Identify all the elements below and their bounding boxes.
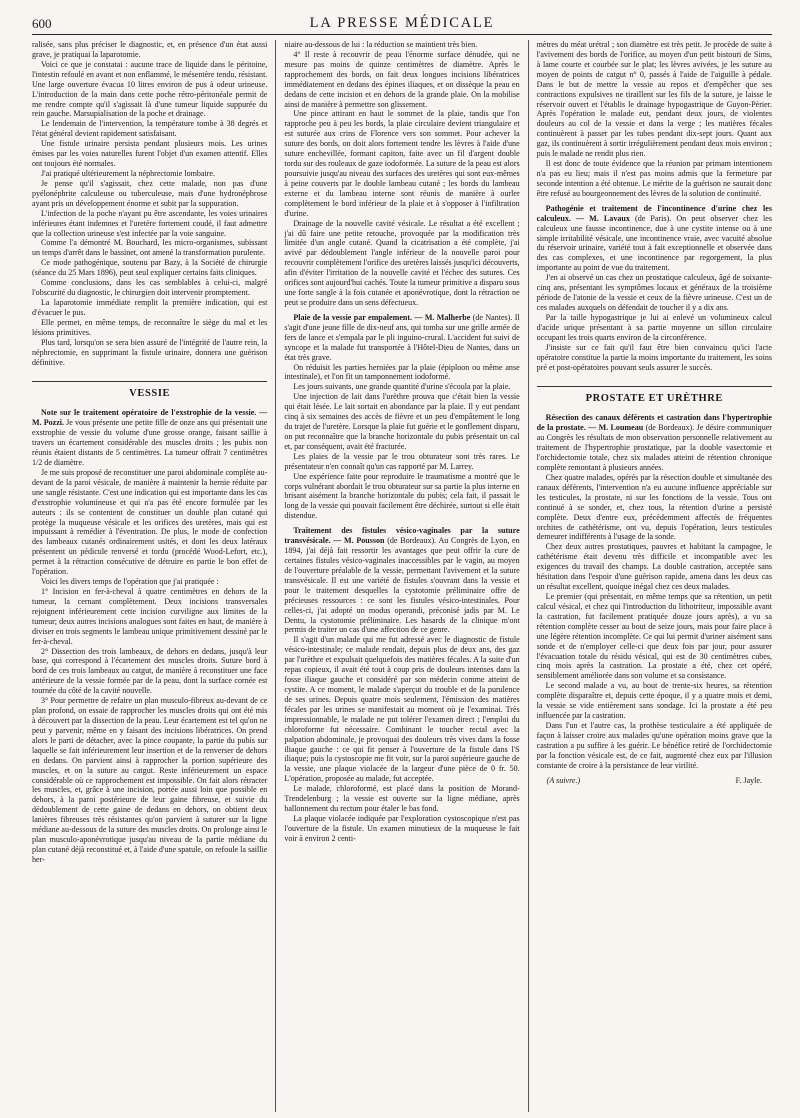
paragraph <box>284 526 519 635</box>
paragraph: J'ai pratiqué ultérieurement la néphrectomie lombaire. <box>41 168 215 178</box>
paragraph: J'en ai observé un cas chez un prostatique calculeux, âgé de soixante-cinq ans, présentant les symptômes locaux et généraux de la troisième période de l'atonie de la vessie et ceux de la fièvre urineuse. C'est un de ces malades auxquels on défendait de toucher il y a dix ans. <box>536 273 772 312</box>
to-be-continued: (A suivre.) <box>546 775 581 785</box>
article-title: Traitement des fistules vésico-vaginales par la suture transvésicale. — M. Pousson <box>284 526 520 546</box>
paragraph: 4° Il reste à recouvrir de peau l'énorme surface dénudée, qui ne mesure pas moins de quinze centimètres de diamètre. Après le rapprochement des bords, on fait deux longues incisions libératrices immédiatement en dedans des épines iliaques, et on dissèque la peau en dedans de cette incision et en dehors de la grande plaie. On la mobilise ainsi de manière à permettre son glissement. <box>284 49 520 109</box>
paragraph: Chez deux autres prostatiques, pauvres et habitant la campagne, le cathétérisme était devenu très difficile et incompatible avec les exigences du travail des champs. La double castration, acceptée sans hésitation dans l'espoir d'une guérison rapide, amena dans les deux cas un résultat excellent, quoique inégal chez ces deux malades. <box>536 542 772 592</box>
paragraph: Comme l'a démontré M. Bouchard, les micro-organismes, subissant un temps d'arrêt dans le bassinet, ont amené la transformation purulente. <box>32 238 268 258</box>
paragraph: La laparotomie immédiate remplit la première indication, qui est d'évacuer le pus. <box>32 297 268 317</box>
article-footer <box>537 775 772 786</box>
paragraph <box>284 313 519 363</box>
paragraph <box>537 413 772 473</box>
paragraph-text: (de Bordeaux). Au Congrès de Lyon, en 1894, j'ai déjà fait ressortir les avantages que peut offrir la cure de certaines fistules vésico-vaginales inaccessibles par le vagin, au moyen de l'ouverture préalable de la vessie, permettant l'avivement et la suture transvésicale. Il est une variété de fistules s'ouvrant dans la vessie et pour le traitement desquelles la cystotomie préliminaire offre de précieuses ressources : ce sont les fistules vésico-intestinales. Pour celles-ci, j'ai adopté un modus operandi, préconisé jadis par M. Le Dentu, la cystotomie préliminaire. Les hasards de la clinique m'ont permis de traiter un cas d'une affection de ce genre. <box>284 536 520 635</box>
paragraph: Drainage de la nouvelle cavité vésicale. Le résultat a été excellent ; j'ai dû faire une petite retouche, provoquée par la modification très limitée d'un angle cutané. Quand la cicatrisation a été complète, j'ai avivé par dédoublement l'angle inférieur de la nouvelle paroi pour recouvrir complètement l'orifice des uretères laissés jusqu'ici découverts, afin d'éviter l'irritation de la nouvelle cavité et l'échec des sutures. Ces orifices sont aujourd'hui cachés. Toute la tumeur primitive a disparu sous une forte sangle à la fois cutanée et aponévrotique, dont la rétraction ne peut se produire dans un sens défectueux. <box>284 218 520 307</box>
paragraph: Les jours suivants, une grande quantité d'urine s'écoula par la plaie. <box>293 382 511 392</box>
section-heading-prostate: PROSTATE ET URÈTHRE <box>537 386 772 405</box>
column-2 <box>275 40 527 1112</box>
paragraph: 1° Incision en fer-à-cheval à quatre centimètres en dehors de la tumeur, la cernant complètement. Deux incisions transversales rejoignent inférieurement cette incision curviligne aux limites de la tumeur; deux autres incisions analogues sont faites en haut, de manière à diviser en trois segments le lambeau unique primitivement dessiné par le fer-à-cheval. <box>32 587 268 646</box>
paragraph: Le lendemain de l'intervention, la température tombe à 38 degrés et l'état général devient rapidement satisfaisant. <box>32 119 268 139</box>
paragraph: ralisée, sans plus préciser le diagnostic, et, en présence d'un état aussi grave, je pratiquai la laparotomie. <box>32 40 268 59</box>
paragraph: Dans l'un et l'autre cas, la prothèse testiculaire a été appliquée de façon à laisser croire aux malades qu'une opération moins grave que la castration a pu suffire à les guérir. Le bénéfice retiré de l'orchidectomie par la fonction vésicale est, de ce fait, augmenté chez eux par l'illusion constante de croire à la persistance de leur virilité. <box>536 721 772 770</box>
paragraph: Plus tard, lorsqu'on se sera bien assuré de l'intégrité de l'autre rein, la néphrectomie, en supprimant la fistule urinaire, donnera une guérison définitive. <box>32 337 268 367</box>
paragraph-text: (de Paris). On peut observer chez les calculeux une fausse incontinence, due à une cystite intense ou à une simple irritabilité vésicale, une incontinence vraie, avec vacuité absolue du réservoir urinaire, variété tout à fait exceptionnelle et observée dans des cas complexes, et une incontinence par regorgement, la plus importante au point de vue du traitement. <box>536 213 772 273</box>
paragraph: La plaque violacée indiquée par l'exploration cystoscopique n'est pas l'ouverture de la fistule. Un examen minutieux de la muqueuse le fait voir à environ 2 centi- <box>284 813 520 843</box>
paragraph: On réduisit les parties herniées par la plaie (épiploon ou même anse intestinale), et l'on fit un tamponnement iodoformé. <box>284 362 520 382</box>
paragraph: Le second malade a vu, au bout de trente-six heures, sa rétention complète disparaître et, depuis cette époque, il y a quatre mois et demi, la vessie se vide entièrement sans sondage. Ici la prostate a été peu influencée par la castration. <box>536 681 772 721</box>
journal-title: LA PRESSE MÉDICALE <box>309 15 495 31</box>
paragraph: Elle permet, en même temps, de reconnaître le siège du mal et les lésions primitives. <box>32 317 268 337</box>
paragraph: niaire au-dessous de lui : la réduction se maintient très bien. <box>284 40 478 49</box>
paragraph: 2° Dissection des trois lambeaux, de dehors en dedans, jusqu'à leur base, qui correspond à l'écartement des muscles droits. Suture bord à bord de ces trois lambeaux au catgut, de manière à reconstituer une face antérieure de la vessie formée par de la peau, dont la surface cornée est tournée du côté de la cavité nouvelle. <box>32 646 268 696</box>
article-title: Plaie de la vessie par empalement. — M. Malherbe <box>293 312 471 322</box>
paragraph: Il est donc de toute évidence que la réunion par primam intentionem n'a pas eu lieu; mais il n'est pas moins admis que la fermeture par seconde intention a été obtenue. Le mérite de la guérison ne saurait donc être refusé au bourgeonnement des lèvres de la solution de continuité. <box>536 159 772 198</box>
paragraph: Chez quatre malades, opérés par la résection double et simultanée des canaux déférents, l'intervention n'a eu aucune influence appréciable sur les testicules, la prostate, ni sur les fonctions de la vessie. Tous ont continué à se sonder, et, chez tous, la rétention d'urine a persisté complète. Deux d'entre eux, précédemment affectés de fréquentes orchites de cathétérisme, ont vu, depuis l'opération, leurs testicules demeurer indifférents à l'usage de la sonde. <box>536 472 772 542</box>
paragraph: Ce mode pathogénique, soutenu par Bazy, à la Société de chirurgie (séance du 25 Mars 1896), peut seul expliquer certains faits cliniques. <box>32 258 268 278</box>
paragraph-text: (de Bordeaux). Je désire communiquer au Congrès les résultats de mon observation personnelle relativement au traitement de l'hypertrophie prostatique, par la double vasectomie et l'orchidectomie totale, chez six malades atteint de rétention chronique complète remontant à plusieurs années. <box>536 423 772 473</box>
paragraph: 3° Pour permettre de refaire un plan musculo-fibreux au-devant de ce plan profond, on essaie de rapprocher les muscles droits qui ont été mis à découvert par la dissection de la peau. Leur écartement est tel qu'on ne peut y parvenir, même en y faisant des incisions libératrices. On prend alors le parti de détacher, avec la pince coupante, la partie du pubis sur laquelle se fait inférieurement leur insertion et de la renverser de dehors en dedans. On parvient ainsi à rapprocher la portion supérieure des muscles, et on la suture au catgut. Reste inférieurement un espace considérable où ce rapprochement est impossible. On fait alors rétracter les muscles, et, grâce à une incision, portée aussi loin que possible en dehors, à la paroi postérieure de leur gaine fibreuse, et suivie du dédoublement de cette gaine de dedans en dehors, on obtient deux lanières fibreuses très résistantes qu'on parvient à suturer sur la ligne médiane au-dessous de la suture des muscles droits. On prolonge ainsi le plan musculo-aponévrotique jusqu'au niveau de la partie médiane du plan cutané déjà reconstitué et, à l'aide d'une spatule, on refoule la saillie her- <box>32 696 268 864</box>
article-title: Note sur le traitement opératoire de l'exstrophie de la vessie. — M. Pozzi. <box>32 408 268 428</box>
paragraph-text: (de Nantes). Il s'agit d'une jeune fille de dix-neuf ans, qui tomba sur une grille armée de fers de lance et s'empala par le pli inguino-crural. L'accident fut suivi de syncope et la malade fut transportée à l'Hôtel-Dieu de Nantes, dans un état très grave. <box>284 312 520 362</box>
paragraph: Il s'agit d'un malade qui me fut adressé avec le diagnostic de fistule vésico-intestinale; ce malade rendait, depuis plus de deux ans, des gaz par l'urèthre et expulsait quelquefois des matières fécales. A la suite d'un repas copieux, il avait été tout à coup pris de douleurs intenses dans la fosse iliaque gauche et considéré par son médecin comme atteint de cystite. A ce moment, le malade s'aperçut du trouble et de la purulence de ses urines. Depuis quatre mois seulement, l'émission des matières fécales par les urines se manifestait au moment où je l'examinai. Très impressionnable, le malade ne put tolérer l'examen direct ; l'emploi du chloroforme fut nécessaire. Combinant le toucher rectal avec la palpation abdominale, je provoquai des douleurs très vives dans la fosse iliaque gauche : ce qui fit penser à l'ouverture de la fistule dans l'S iliaque; puis la cystoscopie me fit voir, sur la paroi supérieure gauche de la vessie, une plaque violacée de la largeur d'une pièce de 0 fr. 50. L'opération, proposée au malade, fut acceptée. <box>284 635 520 784</box>
paragraph: Je pense qu'il s'agissait, chez cette malade, non pas d'une pyélonéphrite calculeuse ou tuberculeuse, mais d'une hydronéphrose ayant pris un développement énorme et subit par la suppuration. <box>32 178 268 208</box>
paragraph: J'insiste sur ce fait qu'il faut être bien convaincu qu'ici l'acte opératoire constitue la partie la moins importante du traitement, les soins pré et post-opératoires pouvant seuls assurer le succès. <box>536 342 772 372</box>
paragraph: Je me suis proposé de reconstituer une paroi abdominale complète au-devant de la paroi vésicale, de manière à maintenir la hernie réduite par une sangle résistante. C'est une indication qui est importante dans les cas d'exstrophie volumineuse et qui n'a pas été encore formulée par les auteurs : ils se contentent de constituer un double plan cutané qui protège la muqueuse vésicale et les orifices des uretères, mais qui est impuissant à remédier à l'éventration. De plus, le mode de confection des lambeaux cutanés ordinairement usités, et dont les deux latéraux présentent un pédicule renversé et tordu (procédé Wood-Lefort, etc.), permet à la rétraction consécutive de détruire en partie le bon effet de l'opération. <box>32 467 268 577</box>
paragraph <box>537 204 772 273</box>
page-number: 600 <box>32 16 52 31</box>
paragraph: Le premier (qui présentait, en même temps que sa rétention, un petit calcul vésical, et chez qui l'introduction du lithotriteur, impossible avant la castration, fut facilement pratiquée douze jours après), a vu sa rétention complète cesser au bout de seize jours, mais pour faire place à une légère rétention incomplète. Ce qui lui permit d'uriner aisément sans sonde et de n'employer celle-ci que deux fois par jour, pour assurer l'évacuation totale du résidu vésical, qui est de 30 centimètres cubes, cinq mois après la castration. La prostate a été, chez cet opéré, sensiblement améliorée dans son volume et sa consistance. <box>536 592 772 681</box>
section-heading-vessie: VESSIE <box>32 381 267 400</box>
paragraph-text: Je vous présente une petite fille de onze ans qui présentait une exstrophie de vessie du volume d'une grosse orange, faisant saillie à travers un écartement considérable des muscles droits ; les pubis non réunis étaient distants de 5 centimètres. La tumeur offrait 7 centimètres 1/2 de diamètre. <box>32 418 268 468</box>
paragraph: Une expérience faite pour reproduire le traumatisme a montré que le corps vulnérant abordait le trou obturateur sur sa partie la plus interne en brisant aisément la branche horizontale du pubis; cela fait, il passait le long de la vessie qui pouvait facilement être déchirée, surtout si elle était distendue. <box>284 471 520 521</box>
paragraph: Les plaies de la vessie par le trou obturateur sont très rares. Le présentateur n'en connaît qu'un cas rapporté par M. Larrey. <box>284 451 520 471</box>
column-3 <box>528 40 772 1112</box>
paragraph: Une fistule urinaire persista pendant plusieurs mois. Les urines émises par les voies naturelles furent l'objet d'un examen attentif. Elles ont toujours été normales. <box>32 139 268 169</box>
paragraph <box>32 408 267 468</box>
column-1 <box>32 40 275 1112</box>
paragraph: Par la taille hypogastrique je lui ai enlevé un volumineux calcul d'acide urique présentant à sa partie moyenne un sillon circulaire occupant les trois quarts environ de la circonférence. <box>536 312 772 342</box>
paragraph: mètres du méat urétral ; son diamètre est très petit. Je procède de suite à l'avivement des bords de l'orifice, au moyen d'un petit bistouri de Sims, à lame courte et courbée sur le plat; les lèvres avivées, je les suture au moyen de points de catgut n° 0, passés à l'aide de l'aiguille à pédale. Dans le but de mettre la vessie au repos et d'empêcher que ses contractions expulsives ne tiraillent sur les fils de la suture, je laisse le réservoir ouvert et l'établis le drainage hypogastrique de Guyon-Périer. Après l'opération le malade eut, pendant deux jours, de violentes douleurs au col de la vessie et dans la verge ; les matières fécales continuèrent à passer par les tubes pendant dix-sept jours. Quant aux gaz, ils continuèrent à sortir irrégulièrement pendant deux mois environ ; puis le malade ne rendit plus rien. <box>536 40 772 159</box>
paragraph: Une pince attirant en haut le sommet de la plaie, tandis que l'on rapproche peu à peu les bords, la plaie circulaire devient triangulaire et est suturée aux crins de Florence vers son sommet. Pour achever la suture des bords, on doit alors fortement tendre les lèvres à l'aide d'une suture enchevillée, formant capiton, faite avec un fil d'argent double tordu sur des rouleaux de gaze iodoformée. La suture de la peau est alors poursuivie jusqu'au niveau des surfaces des uretères qui sont eux-mêmes à peine couverts par le double lambeau cutané ; les bords du lambeau externe et du lambeau interne sont réunis de manière à ourler complètement le bord inférieur de la plaie et à s'opposer à l'infiltration d'urine. <box>284 109 520 218</box>
paragraph: L'infection de la poche n'ayant pu être ascendante, les voies urinaires inférieures étant indemnes et l'uretère fortement coudé, il faut admettre que la collection urineuse s'est infectée par la voie sanguine. <box>32 208 268 238</box>
paragraph: Voici ce que je constatai : aucune trace de liquide dans le péritoine, l'intestin refoulé en avant et non enflammé, le mésentère tendu, résistant. Une large ouverture évacua 10 litres environ de pus à odeur urineuse. L'introduction de la main dans cette poche rétro-péritonéale permit de me rendre compte qu'il s'agissait là d'une tumeur liquide suppurée du rein gauche. Marsupialisation de la poche et drainage. <box>32 59 268 119</box>
article-title: Résection des canaux déférents et castration dans l'hypertrophie de la prostate. — M. Loumeau <box>536 413 772 433</box>
paragraph: Le malade, chloroformé, est placé dans la position de Morand-Trendelenburg ; la vessie est ouverte sur la ligne médiane, après ballonnement du rectum pour étaler le bas fond. <box>284 784 520 814</box>
paragraph: Voici les divers temps de l'opération que j'ai pratiquée : <box>41 577 219 587</box>
paragraph: Une injection de lait dans l'urèthre prouva que c'était bien la vessie qui était lésée. Le lait sortait en abondance par la plaie. Il y eut pendant cinq à six semaines des accès de fièvre et un peu d'empâtement le long du trajet de l'uretère. Lorsque la plaie fut guérie et le gonflement disparu, on put reconnaître que la branche horizontale du pubis présentait un cal et, par conséquent, avait été fracturée. <box>284 392 520 451</box>
article-title: Pathogénie et traitement de l'incontinence d'urine chez les calculeux. — M. Lavaux <box>536 203 772 223</box>
page-header <box>32 14 772 35</box>
article-columns <box>32 40 772 1112</box>
author-signature: F. Jayle. <box>735 775 762 785</box>
paragraph: Comme conclusions, dans les cas semblables à celui-ci, malgré l'obscurité du diagnostic, le chirurgien doit intervenir promptement. <box>32 278 268 298</box>
